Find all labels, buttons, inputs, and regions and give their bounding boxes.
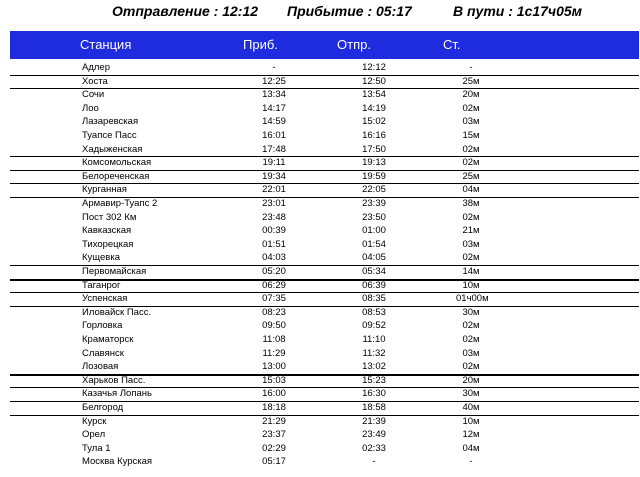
table-row [0, 251, 640, 265]
stop-duration: 25м [462, 75, 480, 87]
table-row [0, 455, 640, 469]
table-row [0, 129, 640, 143]
station-name: Лозовая [82, 361, 119, 373]
arrival-time: 17:48 [262, 143, 286, 155]
duration-summary: В пути : 1с17ч05м [453, 3, 583, 19]
arrival-time: 01:51 [262, 238, 286, 250]
arrival-time: 00:39 [262, 225, 286, 237]
departure-time: 23:49 [362, 429, 386, 441]
station-name: Белгород [82, 402, 124, 413]
departure-time: 04:05 [362, 252, 386, 264]
table-row [0, 102, 640, 116]
station-name: Тихорецкая [82, 238, 134, 250]
arrival-time: 09:50 [262, 320, 286, 332]
header-station: Станция [80, 37, 132, 52]
stop-duration: 03м [462, 116, 480, 128]
arrival-time: 13:34 [262, 89, 286, 101]
table-row [0, 292, 640, 306]
table-row [0, 183, 640, 197]
arrival-time: 18:18 [262, 402, 286, 413]
departure-time: 11:10 [362, 334, 386, 345]
station-name: Белореченская [82, 170, 150, 182]
table-row [0, 401, 640, 415]
table-row [0, 347, 640, 361]
departure-time: 19:13 [362, 157, 386, 169]
departure-time: 14:19 [362, 102, 386, 114]
station-name: Успенская [82, 293, 128, 305]
station-name: Хоста [82, 75, 108, 87]
stop-duration: 04м [462, 442, 480, 454]
station-name: Харьков Пасс. [82, 374, 146, 386]
arrival-time: 16:01 [262, 130, 286, 141]
station-name: Орел [82, 429, 106, 441]
station-name: Комсомольская [82, 157, 152, 169]
departure-time: 21:39 [362, 415, 386, 427]
table-row [0, 360, 640, 374]
table-row [0, 442, 640, 456]
departure-time: 15:23 [362, 374, 386, 386]
table-row [0, 170, 640, 184]
table-row [0, 306, 640, 320]
departure-time: 16:16 [362, 130, 386, 141]
station-name: Хадыженская [82, 143, 143, 155]
arrival-time: 19:11 [262, 157, 286, 169]
departure-time: 08:35 [362, 293, 386, 305]
departure-time: 08:53 [362, 306, 386, 318]
arrival-time: 15:03 [262, 374, 286, 386]
table-row [0, 428, 640, 442]
stop-duration: 10м [462, 415, 480, 427]
departure-time: 16:30 [362, 388, 386, 400]
stop-duration: 02м [462, 361, 480, 373]
station-name: Лоо [82, 102, 99, 114]
departure-time: 01:54 [362, 238, 386, 250]
stop-duration: 14м [462, 266, 480, 277]
stop-duration: 02м [462, 252, 480, 264]
table-row [0, 88, 640, 102]
departure-time: 22:05 [362, 184, 386, 196]
station-name: Кавказская [82, 225, 132, 237]
station-name: Первомайская [82, 266, 147, 277]
departure-time: - [372, 456, 376, 468]
departure-time: 09:52 [362, 320, 386, 332]
departure-time: 06:39 [362, 279, 386, 291]
header-arrival: Приб. [243, 37, 278, 52]
table-row [0, 279, 640, 293]
departure-time: 02:33 [362, 442, 386, 454]
table-row [0, 333, 640, 347]
departure-time: 13:02 [362, 361, 386, 373]
table-row [0, 387, 640, 401]
table-row [0, 197, 640, 211]
station-name: Казачья Лопань [82, 388, 152, 400]
departure-time: 12:50 [362, 75, 386, 87]
departure-time: 15:02 [362, 116, 386, 128]
stop-duration: 20м [462, 89, 480, 101]
departure-time: 23:39 [362, 198, 386, 209]
arrival-time: 23:01 [262, 198, 286, 209]
arrival-time: 02:29 [262, 442, 286, 454]
stop-duration: - [469, 456, 473, 468]
station-name: Курганная [82, 184, 127, 196]
table-row [0, 319, 640, 333]
station-name: Кущевка [82, 252, 120, 264]
arrival-time: 13:00 [262, 361, 286, 373]
table-header [10, 31, 639, 59]
table-row [0, 211, 640, 225]
stop-duration: 02м [462, 157, 480, 169]
stop-duration: 40м [462, 402, 480, 413]
departure-time: 18:58 [362, 402, 386, 413]
station-name: Горловка [82, 320, 123, 332]
station-name: Тула 1 [82, 442, 111, 454]
arrival-time: 23:48 [262, 211, 286, 223]
stop-duration: 10м [462, 279, 480, 291]
station-name: Армавир-Туапс 2 [82, 198, 158, 209]
arrival-time: 12:25 [262, 75, 286, 87]
stop-duration: 21м [462, 225, 480, 237]
arrival-time: 11:08 [262, 334, 286, 345]
arrival-time: 08:23 [262, 306, 286, 318]
arrival-time: - [272, 62, 276, 73]
stop-duration: 01ч00м [456, 293, 489, 305]
table-row [0, 374, 640, 388]
arrival-time: 22:01 [262, 184, 286, 196]
station-name: Лазаревская [82, 116, 139, 128]
table-row [0, 265, 640, 279]
stop-duration: 02м [462, 334, 480, 345]
arrival-time: 16:00 [262, 388, 286, 400]
table-row [0, 75, 640, 89]
stop-duration: 15м [462, 130, 480, 141]
stop-duration: 02м [462, 320, 480, 332]
arrival-time: 21:29 [262, 415, 286, 427]
departure-time: 01:00 [362, 225, 386, 237]
station-name: Москва Курская [82, 456, 153, 468]
stop-duration: 03м [462, 238, 480, 250]
trip-summary [0, 0, 640, 24]
header-departure: Отпр. [337, 37, 371, 52]
departure-time: 11:32 [362, 347, 386, 359]
departure-time: 19:59 [362, 170, 386, 182]
arrival-time: 19:34 [262, 170, 286, 182]
row-separator [10, 88, 639, 89]
stop-duration: 02м [462, 143, 480, 155]
table-row [0, 61, 640, 75]
station-name: Краматорск [82, 334, 134, 345]
departure-time: 23:50 [362, 211, 386, 223]
arrival-time: 11:29 [262, 347, 286, 359]
departure-time: 12:12 [362, 62, 386, 73]
stop-duration: 12м [462, 429, 480, 441]
arrival-time: 06:29 [262, 279, 286, 291]
station-name: Адлер [82, 62, 110, 73]
station-name: Таганрог [82, 279, 121, 291]
table-row [0, 415, 640, 429]
station-name: Пост 302 Км [82, 211, 137, 223]
arrival-time: 05:17 [262, 456, 286, 468]
departure-summary: Отправление : 12:12 [112, 3, 259, 19]
station-name: Туапсе Пасс [82, 130, 137, 141]
stop-duration: 25м [462, 170, 480, 182]
arrival-time: 14:17 [262, 102, 286, 114]
station-name: Иловайск Пасс. [82, 306, 152, 318]
arrival-time: 05:20 [262, 266, 286, 277]
station-name: Сочи [82, 89, 105, 101]
stop-duration: 38м [462, 198, 480, 209]
stop-duration: - [469, 62, 473, 73]
stop-duration: 30м [462, 388, 480, 400]
arrival-time: 14:59 [262, 116, 286, 128]
station-name: Курск [82, 415, 107, 427]
table-row [0, 143, 640, 157]
stop-duration: 02м [462, 102, 480, 114]
stop-duration: 20м [462, 374, 480, 386]
table-row [0, 115, 640, 129]
arrival-time: 23:37 [262, 429, 286, 441]
departure-time: 17:50 [362, 143, 386, 155]
stop-duration: 02м [462, 211, 480, 223]
header-stop: Ст. [443, 37, 461, 52]
arrival-summary: Прибытие : 05:17 [287, 3, 412, 19]
stop-duration: 04м [462, 184, 480, 196]
arrival-time: 07:35 [262, 293, 286, 305]
table-row [0, 156, 640, 170]
departure-time: 13:54 [362, 89, 386, 101]
table-row [0, 238, 640, 252]
station-name: Славянск [82, 347, 124, 359]
arrival-time: 04:03 [262, 252, 286, 264]
stop-duration: 03м [462, 347, 480, 359]
stop-duration: 30м [462, 306, 480, 318]
departure-time: 05:34 [362, 266, 386, 277]
table-row [0, 224, 640, 238]
